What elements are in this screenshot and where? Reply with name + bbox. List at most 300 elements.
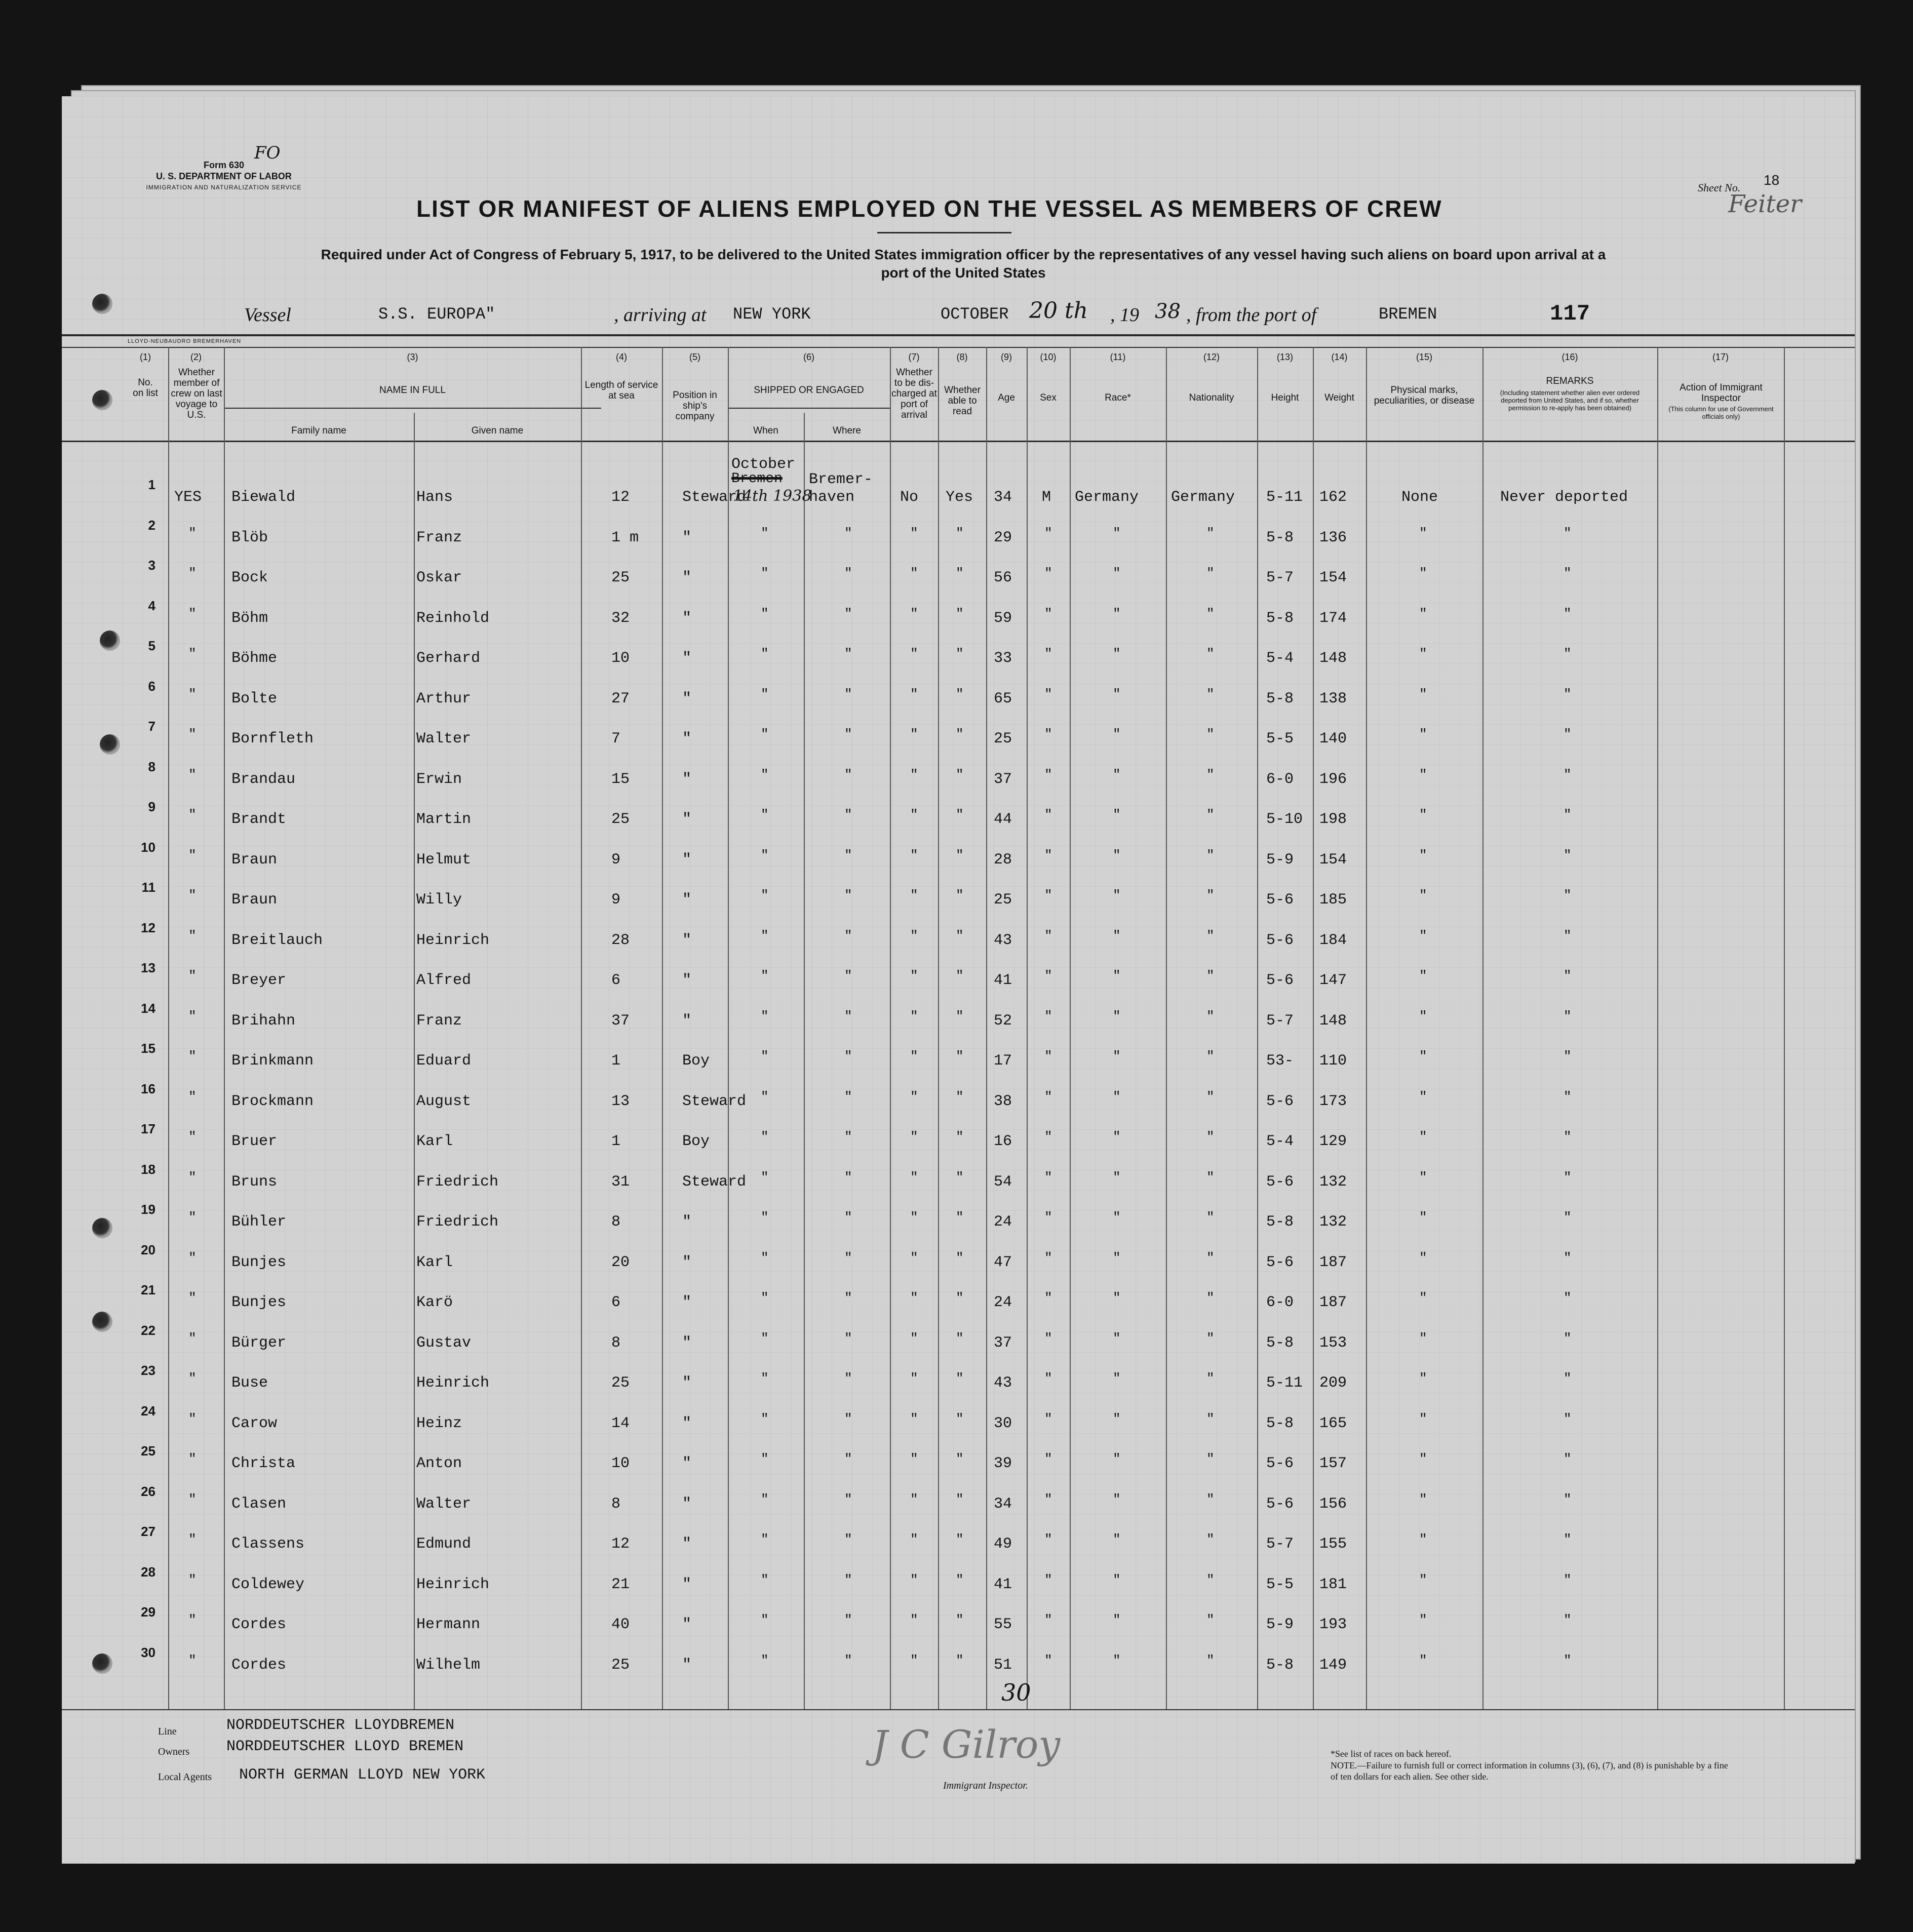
given-name-cell: Edmund [416, 1535, 472, 1553]
inspector-signature: J C Gilroy [872, 1722, 1061, 1767]
service-length-cell: 8 [611, 1334, 621, 1352]
column-divider [890, 347, 891, 1709]
family-name-cell: Bürger [231, 1334, 287, 1352]
given-name-cell: Heinz [416, 1415, 462, 1432]
race-ditto: " [1113, 1371, 1121, 1386]
when-ditto: " [761, 1411, 769, 1427]
read-ditto: " [956, 1170, 964, 1185]
prior-voyage-ditto: " [188, 1653, 197, 1668]
weight-cell: 209 [1319, 1374, 1347, 1392]
prior-voyage-ditto: " [188, 526, 197, 541]
nationality-ditto: " [1206, 526, 1215, 541]
nationality-ditto: " [1206, 928, 1215, 943]
where-ditto: " [844, 526, 852, 541]
when-ditto: " [761, 1572, 769, 1588]
read-ditto: " [956, 888, 964, 903]
race-ditto: " [1113, 1290, 1121, 1306]
when-ditto: " [761, 526, 769, 541]
weight-cell: 149 [1319, 1657, 1347, 1674]
title-underline [877, 232, 1011, 233]
column-divider [728, 347, 729, 1709]
service-length-cell: 31 [611, 1173, 630, 1191]
col-num-2: (2) [190, 352, 202, 362]
remarks-ditto: " [1564, 767, 1572, 782]
binder-hole [92, 1653, 112, 1674]
where-ditto: " [844, 1210, 852, 1225]
given-name-cell: Helmut [416, 851, 472, 869]
age-cell: 17 [994, 1052, 1012, 1070]
where-ditto: " [844, 727, 852, 742]
arrival-month: OCTOBER [941, 305, 1009, 324]
family-name-cell: Clasen [231, 1495, 287, 1513]
read-ditto: " [956, 1572, 964, 1588]
col-num-5: (5) [689, 352, 700, 362]
given-name-cell: Gustav [416, 1334, 472, 1352]
row-number: 1 [148, 477, 155, 492]
row-number: 29 [141, 1604, 155, 1620]
when-ditto: " [761, 1451, 769, 1467]
race-ditto: " [1113, 888, 1121, 903]
action-note: (This column for use of Government officials only) [1668, 405, 1774, 420]
sex-ditto: " [1044, 1170, 1052, 1185]
read-ditto: " [956, 1089, 964, 1105]
service-length-cell: 1 [611, 1052, 621, 1070]
race-ditto: " [1113, 807, 1121, 822]
sheet-handwriting: Feiter [1728, 190, 1802, 218]
binder-hole [100, 734, 120, 755]
prior-voyage-ditto: " [188, 1492, 197, 1507]
height-cell: 5-6 [1266, 1455, 1294, 1472]
binder-hole [92, 1312, 112, 1332]
height-cell: 5-6 [1266, 1173, 1294, 1191]
position-cell: " [682, 1415, 692, 1432]
weight-cell: 198 [1319, 811, 1347, 828]
height-cell: 5-6 [1266, 932, 1294, 949]
nationality-ditto: " [1206, 807, 1215, 822]
physical-ditto: " [1419, 526, 1427, 541]
fine-note: NOTE.—Failure to furnish full or correct information in columns (3), (6), (7), and (8) is punishable by a fine of ten dollars for each alien. See other side. [1331, 1760, 1728, 1782]
service-length-cell: 25 [611, 811, 630, 828]
height-cell: 5-8 [1266, 1657, 1294, 1674]
age-cell: 24 [994, 1294, 1012, 1311]
physical-ditto: " [1419, 1129, 1427, 1145]
read-ditto: " [956, 606, 964, 621]
header-top-rule [62, 347, 1855, 348]
position-cell: " [682, 1616, 692, 1633]
weight-cell: 184 [1319, 932, 1347, 949]
read-ditto: " [956, 526, 964, 541]
nationality-ditto: " [1206, 1492, 1215, 1507]
race-ditto: " [1113, 1129, 1121, 1145]
race-ditto: " [1113, 646, 1121, 661]
manifest-title: LIST OR MANIFEST OF ALIENS EMPLOYED ON THE VESSEL AS MEMBERS OF CREW [416, 195, 1442, 222]
position-cell: " [682, 771, 692, 788]
race-ditto: " [1113, 968, 1121, 983]
physical-ditto: " [1419, 1612, 1427, 1628]
weight-cell: 155 [1319, 1535, 1347, 1553]
physical-ditto: " [1419, 1331, 1427, 1346]
read-ditto: " [956, 1009, 964, 1024]
age-cell: 37 [994, 1334, 1012, 1352]
row-number: 7 [148, 719, 155, 734]
race-ditto: " [1113, 727, 1121, 742]
height-cell: 5-8 [1266, 529, 1294, 546]
prior-voyage-ditto: " [188, 1250, 197, 1266]
age-cell: 65 [994, 690, 1012, 707]
race-ditto: " [1113, 1653, 1121, 1668]
prior-voyage-ditto: " [188, 1411, 197, 1427]
binder-hole [92, 1218, 112, 1238]
column-divider [662, 347, 663, 1709]
where-ditto: " [844, 1089, 852, 1105]
age-cell: 37 [994, 771, 1012, 788]
line-name: NORDDEUTSCHER LLOYDBREMEN [226, 1717, 455, 1734]
where-ditto: " [844, 888, 852, 903]
race-ditto: " [1113, 1532, 1121, 1547]
age-cell: 41 [994, 1576, 1012, 1593]
given-name-cell: Franz [416, 1012, 462, 1030]
height-cell: 5-6 [1266, 972, 1294, 989]
year-prefix: , 19 [1110, 304, 1139, 326]
where-ditto: " [844, 1331, 852, 1346]
race-ditto: " [1113, 1331, 1121, 1346]
position-cell: " [682, 972, 692, 989]
sex-m: M [1042, 489, 1051, 506]
position-cell: " [682, 1374, 692, 1392]
remarks-ditto: " [1564, 1492, 1572, 1507]
where-ditto: " [844, 1411, 852, 1427]
age-cell: 34 [994, 1495, 1012, 1513]
nationality-ditto: " [1206, 848, 1215, 863]
physical-ditto: " [1419, 1210, 1427, 1225]
physical-ditto: " [1419, 727, 1427, 742]
age-cell: 59 [994, 610, 1012, 627]
age-cell: 16 [994, 1133, 1012, 1150]
family-name-cell: Blöb [231, 529, 268, 546]
prior-voyage-yes: YES [174, 489, 202, 506]
height-cell: 5-8 [1266, 1213, 1294, 1231]
service-length-cell: 13 [611, 1093, 630, 1110]
col-head-shipped: SHIPPED OR ENGAGED [754, 385, 864, 396]
height-cell: 5-6 [1266, 891, 1294, 909]
row-number: 17 [141, 1121, 155, 1136]
service-length-cell: 25 [611, 1374, 630, 1392]
age-cell: 41 [994, 972, 1012, 989]
column-divider [1257, 347, 1258, 1709]
race-ditto: " [1113, 1250, 1121, 1266]
prior-voyage-ditto: " [188, 1290, 197, 1306]
family-name-cell: Carow [231, 1415, 278, 1432]
column-divider [1482, 347, 1483, 1709]
given-name-cell: Gerhard [416, 650, 481, 667]
service-length-cell: 12 [611, 489, 630, 506]
read-ditto: " [956, 1290, 964, 1306]
sex-ditto: " [1044, 1089, 1052, 1105]
when-ditto: " [761, 646, 769, 661]
where-ditto: " [844, 646, 852, 661]
sex-ditto: " [1044, 1009, 1052, 1024]
read-ditto: " [956, 1451, 964, 1467]
column-divider [1027, 347, 1028, 1709]
prior-voyage-ditto: " [188, 1371, 197, 1386]
discharged-ditto: " [910, 1331, 918, 1346]
prior-voyage-ditto: " [188, 1451, 197, 1467]
service-length-cell: 9 [611, 891, 621, 909]
physical-ditto: " [1419, 1371, 1427, 1386]
where-ditto: " [844, 1129, 852, 1145]
where-ditto: " [844, 767, 852, 782]
physical-ditto: " [1419, 1290, 1427, 1306]
row-number: 25 [141, 1443, 155, 1458]
weight-cell: 174 [1319, 610, 1347, 627]
weight-cell: 187 [1319, 1254, 1347, 1271]
race-ditto: " [1113, 1612, 1121, 1628]
weight-cell: 132 [1319, 1173, 1347, 1191]
position-cell: Boy [682, 1133, 710, 1150]
race-ditto: " [1113, 606, 1121, 621]
position-cell: " [682, 610, 692, 627]
col-head-nationality: Nationality [1189, 392, 1234, 403]
column-divider [1784, 347, 1785, 1709]
sex-ditto: " [1044, 1572, 1052, 1588]
where-ditto: " [844, 1492, 852, 1507]
race-ditto: " [1113, 1210, 1121, 1225]
discharged-ditto: " [910, 727, 918, 742]
weight-cell: 132 [1319, 1213, 1347, 1231]
nationality-ditto: " [1206, 1250, 1215, 1266]
row-number: 13 [141, 960, 155, 975]
given-name-cell: Alfred [416, 972, 472, 989]
family-name-cell: Böhm [231, 610, 268, 627]
row-number: 27 [141, 1524, 155, 1539]
agents-name: NORTH GERMAN LLOYD NEW YORK [239, 1766, 486, 1784]
weight-cell: 181 [1319, 1576, 1347, 1593]
prior-voyage-ditto: " [188, 968, 197, 983]
prior-voyage-ditto: " [188, 888, 197, 903]
col-num-16: (16) [1561, 352, 1578, 362]
row-number: 9 [148, 799, 155, 814]
height-cell: 53- [1266, 1052, 1294, 1070]
age-cell: 25 [994, 730, 1012, 747]
family-name-cell: Bühler [231, 1213, 287, 1231]
service-length-cell: 27 [611, 690, 630, 707]
sex-ditto: " [1044, 1371, 1052, 1386]
discharged-ditto: " [910, 687, 918, 702]
race-ditto: " [1113, 1492, 1121, 1507]
service-length-cell: 1 m [611, 529, 639, 546]
nationality-ditto: " [1206, 1049, 1215, 1064]
discharged-ditto: " [910, 888, 918, 903]
col-head-prior-voyage: Whether member of crew on last voyage to U.S. [171, 367, 222, 420]
header-bottom-rule [62, 441, 1855, 442]
row-number: 18 [141, 1162, 155, 1177]
weight-cell: 148 [1319, 1012, 1347, 1030]
when-ditto: " [761, 1371, 769, 1386]
race-ditto: " [1113, 1451, 1121, 1467]
owners-label: Owners [158, 1746, 190, 1757]
read-ditto: " [956, 1492, 964, 1507]
discharged-ditto: " [910, 1612, 918, 1628]
given-name-cell: Anton [416, 1455, 462, 1472]
weight-cell: 147 [1319, 972, 1347, 989]
given-name-cell: Karö [416, 1294, 453, 1311]
column-divider [414, 413, 415, 1709]
discharged-ditto: " [910, 526, 918, 541]
position-cell: " [682, 1657, 692, 1674]
col-head-no-on-list: No. on list [133, 377, 158, 399]
prior-voyage-ditto: " [188, 606, 197, 621]
family-name-cell: Classens [231, 1535, 305, 1553]
nationality-ditto: " [1206, 1371, 1215, 1386]
remarks-ditto: " [1564, 1532, 1572, 1547]
remarks-ditto: " [1564, 526, 1572, 541]
given-name-cell: Heinrich [416, 932, 490, 949]
nationality-ditto: " [1206, 1331, 1215, 1346]
sex-ditto: " [1044, 807, 1052, 822]
row-number: 11 [141, 880, 155, 895]
family-name-cell: Brockmann [231, 1093, 314, 1110]
position-cell: " [682, 690, 692, 707]
nationality-germany: Germany [1171, 489, 1235, 506]
race-germany: Germany [1075, 489, 1139, 506]
age-cell: 43 [994, 1374, 1012, 1392]
prior-voyage-ditto: " [188, 566, 197, 581]
height-cell: 5-11 [1266, 1374, 1303, 1392]
read-ditto: " [956, 646, 964, 661]
physical-ditto: " [1419, 1009, 1427, 1024]
where-ditto: " [844, 848, 852, 863]
where-ditto: " [844, 1009, 852, 1024]
position-cell: " [682, 1535, 692, 1553]
race-ditto: " [1113, 1049, 1121, 1064]
read-ditto: " [956, 928, 964, 943]
position-cell: " [682, 1455, 692, 1472]
nationality-ditto: " [1206, 1451, 1215, 1467]
discharged-ditto: " [910, 606, 918, 621]
row-number: 15 [141, 1041, 155, 1056]
race-ditto: " [1113, 526, 1121, 541]
remarks-ditto: " [1564, 848, 1572, 863]
remarks-ditto: " [1564, 1572, 1572, 1588]
given-name-cell: Franz [416, 529, 462, 546]
nationality-ditto: " [1206, 727, 1215, 742]
service-length-cell: 12 [611, 1535, 630, 1553]
when-ditto: " [761, 1532, 769, 1547]
prior-voyage-ditto: " [188, 687, 197, 702]
col-num-13: (13) [1276, 352, 1293, 362]
binder-hole [92, 390, 112, 410]
remarks-ditto: " [1564, 1451, 1572, 1467]
race-ditto: " [1113, 687, 1121, 702]
read-ditto: " [956, 1049, 964, 1064]
prior-voyage-ditto: " [188, 1572, 197, 1588]
discharged-ditto: " [910, 1129, 918, 1145]
col-head-position: Position in ship's company [673, 390, 717, 422]
given-name-cell: Willy [416, 891, 462, 909]
when-ditto: " [761, 1290, 769, 1306]
prior-voyage-ditto: " [188, 807, 197, 822]
nationality-ditto: " [1206, 1290, 1215, 1306]
sex-ditto: " [1044, 888, 1052, 903]
arrival-port: NEW YORK [733, 305, 811, 324]
when-ditto: " [761, 566, 769, 581]
given-name-cell: Arthur [416, 690, 472, 707]
remarks-note: (Including statement whether alien ever ordered deported from United States, and if so, whether permission to re-apply has been obtained) [1500, 389, 1640, 412]
race-ditto: " [1113, 1411, 1121, 1427]
sex-ditto: " [1044, 687, 1052, 702]
family-name-cell: Bunjes [231, 1254, 287, 1271]
position-cell: " [682, 1213, 692, 1231]
age-cell: 54 [994, 1173, 1012, 1191]
where-ditto: " [844, 1572, 852, 1588]
col-num-6: (6) [803, 352, 814, 362]
sex-ditto: " [1044, 606, 1052, 621]
discharged-ditto: " [910, 848, 918, 863]
discharged-ditto: " [910, 1371, 918, 1386]
column-divider [168, 347, 169, 1709]
nationality-ditto: " [1206, 968, 1215, 983]
sex-ditto: " [1044, 1653, 1052, 1668]
read-ditto: " [956, 1532, 964, 1547]
sex-ditto: " [1044, 1532, 1052, 1547]
family-name-cell: Bunjes [231, 1294, 287, 1311]
given-name-cell: Karl [416, 1254, 453, 1271]
subtitle-line-2: port of the United States [881, 265, 1046, 281]
row-number: 2 [148, 518, 155, 533]
col-head-able-to-read: Whether able to read [944, 385, 981, 417]
col-head-length-service: Length of service at sea [584, 380, 658, 401]
col-head-discharged: Whether to be dis-charged at port of arrival [891, 367, 937, 420]
remarks-ditto: " [1564, 1210, 1572, 1225]
position-cell: " [682, 569, 692, 586]
given-name-cell: Wilhelm [416, 1657, 481, 1674]
read-ditto: " [956, 767, 964, 782]
discharged-ditto: " [910, 767, 918, 782]
column-divider [224, 347, 225, 1709]
read-ditto: " [956, 687, 964, 702]
remarks-ditto: " [1564, 1653, 1572, 1668]
discharged-ditto: " [910, 1089, 918, 1105]
given-name-cell: August [416, 1093, 472, 1110]
when-ditto: " [761, 1009, 769, 1024]
discharged-ditto: " [910, 1653, 918, 1668]
nationality-ditto: " [1206, 566, 1215, 581]
discharged-ditto: " [910, 1049, 918, 1064]
family-name-cell: Brandau [231, 771, 296, 788]
sex-ditto: " [1044, 526, 1052, 541]
service-length-cell: 20 [611, 1254, 630, 1271]
physical-ditto: " [1419, 968, 1427, 983]
where-ditto: " [844, 687, 852, 702]
age-cell: 30 [994, 1415, 1012, 1432]
position-cell: " [682, 811, 692, 828]
col-num-7: (7) [908, 352, 920, 362]
physical-ditto: " [1419, 1250, 1427, 1266]
weight-cell: 140 [1319, 730, 1347, 747]
weight-cell: 156 [1319, 1495, 1347, 1513]
height-cell: 5-9 [1266, 851, 1294, 869]
from-port-label: , from the port of [1186, 304, 1317, 326]
race-ditto: " [1113, 767, 1121, 782]
remarks-ditto: " [1564, 1411, 1572, 1427]
family-name-cell: Braun [231, 891, 278, 909]
row-number: 24 [141, 1403, 155, 1418]
age-cell: 55 [994, 1616, 1012, 1633]
row-number: 3 [148, 558, 155, 573]
physical-ditto: " [1419, 1089, 1427, 1105]
row-number: 23 [141, 1363, 155, 1378]
family-name-cell: Cordes [231, 1616, 287, 1633]
